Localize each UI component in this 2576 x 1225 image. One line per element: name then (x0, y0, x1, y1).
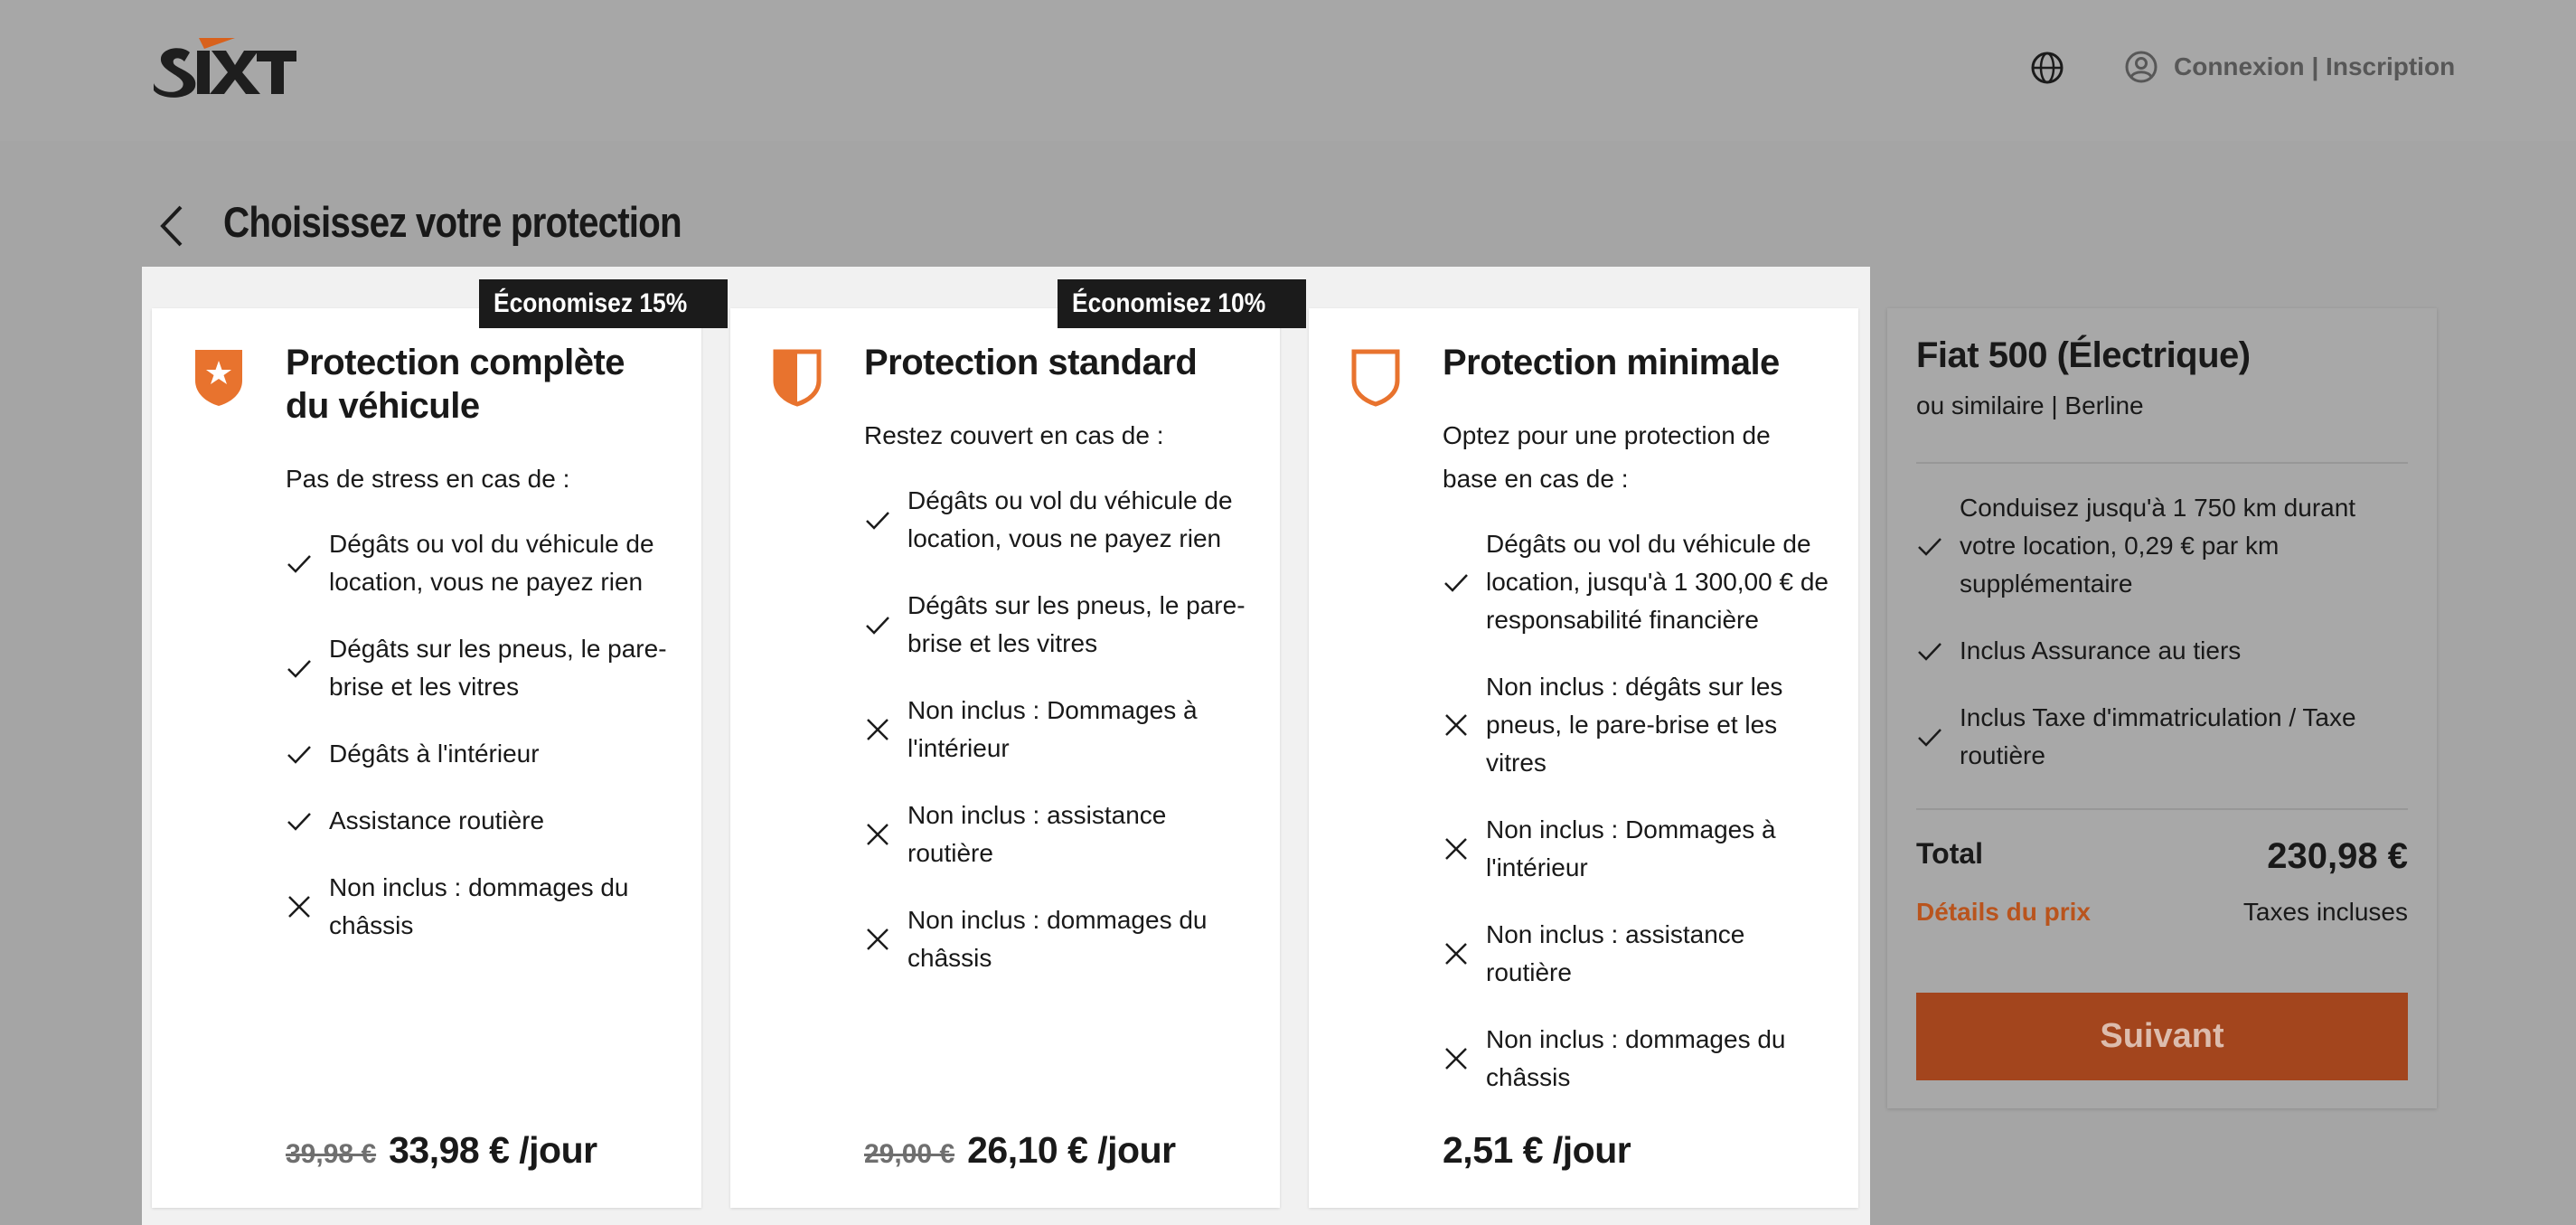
price-block (1443, 1129, 1631, 1172)
check-icon (286, 550, 313, 577)
total-value: 230,98 € (2267, 836, 2408, 876)
feature-list (1443, 525, 1831, 1126)
check-icon (864, 611, 891, 638)
card-title: Protection minimale (1443, 343, 1780, 382)
shield-outline-icon (1350, 346, 1401, 408)
cross-icon (864, 821, 891, 848)
page-title: Choisissez votre protection (223, 198, 682, 246)
cross-icon (1443, 835, 1470, 862)
feature-item: Dégâts à l'intérieur (286, 735, 674, 773)
summary-feature-list (1916, 489, 2404, 804)
summary-feature-item: Inclus Assurance au tiers (1916, 632, 2404, 670)
card-title: Protection complète du véhicule (286, 343, 625, 426)
summary-feature-item: Conduisez jusqu'à 1 750 km durant votre location, 0,29 € par km supplémentaire (1916, 489, 2404, 603)
check-icon (1443, 569, 1470, 596)
check-icon (864, 506, 891, 533)
check-icon (1916, 637, 1943, 664)
feature-item: Non inclus : Dommages à l'intérieur (1443, 811, 1831, 887)
feature-item: Assistance routière (286, 802, 674, 840)
card-description: Restez couvert en cas de : (864, 421, 1164, 449)
user-circle-icon[interactable] (2124, 50, 2158, 84)
shield-star-icon (193, 346, 244, 408)
check-icon (286, 740, 313, 768)
shield-half-icon (772, 346, 823, 408)
feature-item: Non inclus : dommages du châssis (286, 869, 674, 945)
price-details-link[interactable]: Détails du prix (1916, 898, 2091, 926)
card-description: Pas de stress en cas de : (286, 465, 570, 493)
cross-icon (1443, 1045, 1470, 1072)
feature-item: Non inclus : dommages du châssis (1443, 1021, 1831, 1097)
card-title: Protection standard (864, 343, 1198, 382)
card-description: Optez pour une protection de base en cas de : (1443, 421, 1771, 493)
daily-price: 26,10 € /jour (967, 1129, 1176, 1171)
daily-price: 2,51 € /jour (1443, 1129, 1631, 1171)
feature-list (864, 482, 1253, 1006)
protection-card-standard[interactable] (730, 288, 1280, 1208)
protection-card-minimal[interactable] (1309, 308, 1858, 1208)
cross-icon (864, 716, 891, 743)
total-label: Total (1916, 837, 1984, 870)
next-button[interactable]: Suivant (1916, 993, 2408, 1080)
login-signup-link[interactable]: Connexion | Inscription (2174, 52, 2456, 80)
taxes-note: Taxes incluses (2242, 898, 2408, 926)
check-icon (286, 655, 313, 682)
old-price: 29,00 € (864, 1139, 955, 1169)
cross-icon (1443, 940, 1470, 967)
check-icon (1916, 532, 1943, 560)
protection-card-complete[interactable] (152, 288, 701, 1208)
feature-item: Dégâts ou vol du véhicule de location, vous ne payez rien (864, 482, 1253, 558)
feature-item: Dégâts ou vol du véhicule de location, jusqu'à 1 300,00 € de responsabilité financière (1443, 525, 1831, 639)
car-name: Fiat 500 (Électrique) (1916, 335, 2251, 375)
feature-item: Non inclus : Dommages à l'intérieur (864, 692, 1253, 768)
globe-icon[interactable] (2029, 50, 2065, 86)
daily-price: 33,98 € /jour (389, 1129, 597, 1171)
chevron-left-icon[interactable] (155, 203, 188, 249)
top-header (0, 0, 2576, 141)
booking-summary (1887, 308, 2437, 1108)
sixt-logo[interactable] (152, 36, 298, 101)
car-category: ou similaire | Berline (1916, 391, 2144, 419)
feature-item: Non inclus : assistance routière (1443, 916, 1831, 992)
cross-icon (864, 926, 891, 953)
feature-item: Non inclus : assistance routière (864, 796, 1253, 872)
summary-feature-item: Inclus Taxe d'immatriculation / Taxe routière (1916, 699, 2404, 775)
check-icon (1916, 723, 1943, 750)
discount-badge: Économisez 15% (479, 279, 728, 328)
feature-item: Non inclus : dégâts sur les pneus, le pare-brise et les vitres (1443, 668, 1831, 782)
feature-item: Non inclus : dommages du châssis (864, 901, 1253, 977)
feature-item: Dégâts ou vol du véhicule de location, vous ne payez rien (286, 525, 674, 601)
check-icon (286, 807, 313, 834)
cross-icon (1443, 711, 1470, 739)
price-block (286, 1129, 597, 1172)
divider (1916, 808, 2408, 810)
feature-item: Dégâts sur les pneus, le pare-brise et les vitres (864, 587, 1253, 663)
feature-item: Dégâts sur les pneus, le pare-brise et les vitres (286, 630, 674, 706)
discount-badge: Économisez 10% (1058, 279, 1306, 328)
cross-icon (286, 893, 313, 920)
feature-list (286, 525, 674, 974)
price-block (864, 1129, 1176, 1172)
divider (1916, 462, 2408, 464)
old-price: 39,98 € (286, 1139, 377, 1169)
